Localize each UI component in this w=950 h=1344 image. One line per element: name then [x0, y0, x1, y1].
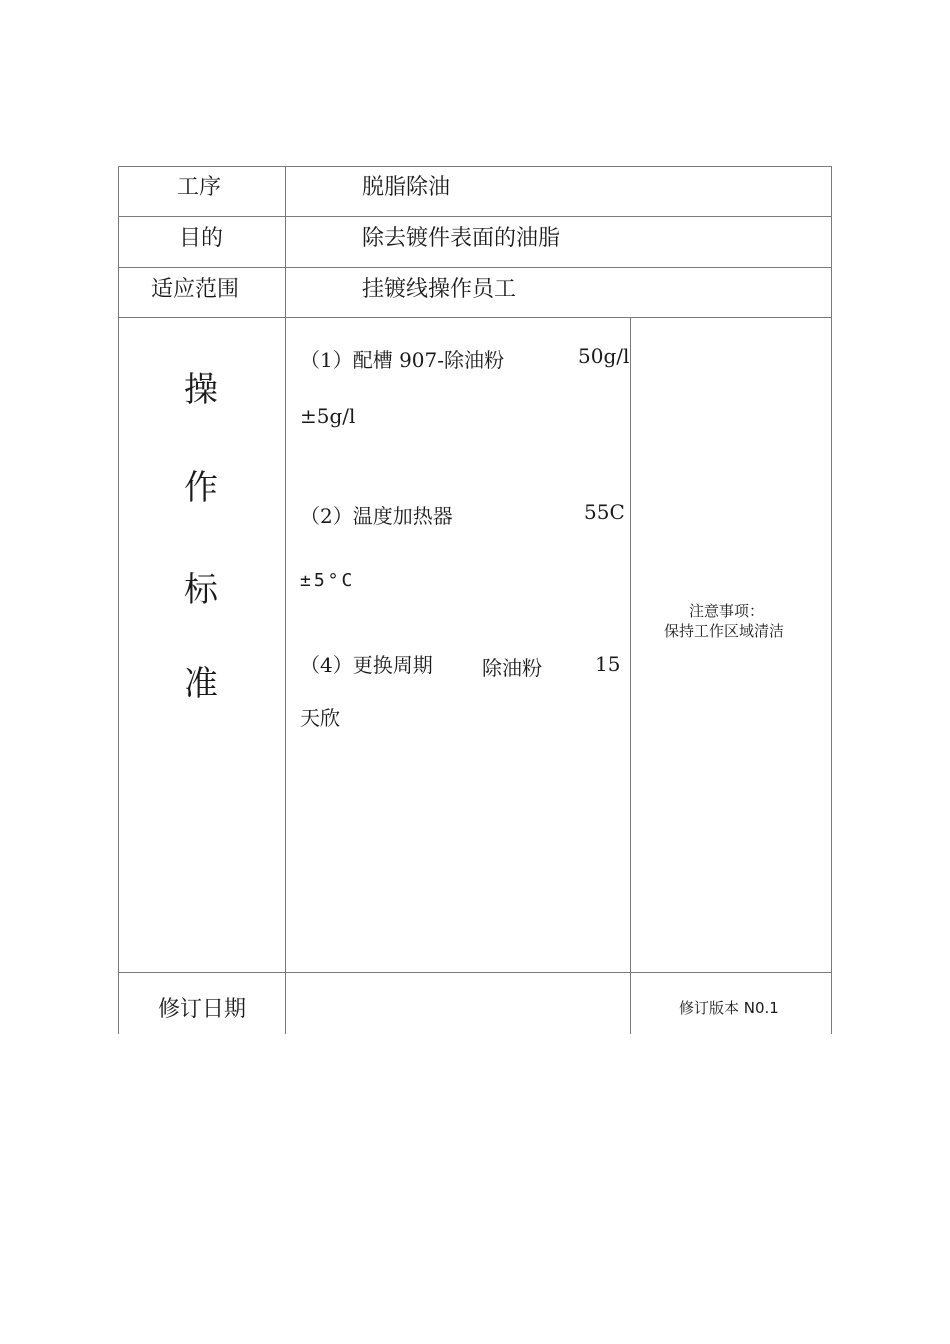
standard-char-4: 准 [184, 664, 218, 704]
row-divider-3 [118, 317, 832, 318]
revision-version: 修订版本 N0.1 [679, 999, 779, 1017]
scope-label: 适应范围 [151, 277, 240, 302]
process-label: 工序 [177, 175, 222, 200]
table-border-top [118, 166, 832, 167]
scope-value: 挂镀线操作员工 [362, 277, 517, 302]
item-4-continuation: 天欣 [300, 706, 340, 730]
column-divider-notes [630, 317, 631, 1034]
revision-date-label: 修订日期 [158, 997, 247, 1022]
item-2-tolerance: ±5°C [300, 570, 356, 591]
table-border-right [831, 166, 832, 1034]
table-border-left [118, 166, 119, 1034]
standard-char-3: 标 [184, 570, 218, 610]
row-divider-2 [118, 267, 832, 268]
row-divider-4 [118, 972, 832, 973]
standard-char-1: 操 [184, 370, 218, 410]
standard-char-2: 作 [184, 468, 218, 508]
item-2-text: （2）温度加热器 [300, 504, 453, 528]
notes-title: 注意事项： [689, 602, 765, 620]
notes-body: 保持工作区域清洁 [664, 622, 785, 640]
item-1-text: （1）配槽 907-除油粉 [300, 348, 505, 372]
column-divider-label [285, 166, 286, 1034]
item-1-amount: 50g/l [578, 344, 630, 368]
item-2-amount: 55C [584, 500, 625, 524]
purpose-value: 除去镀件表面的油脂 [362, 226, 561, 251]
process-value: 脱脂除油 [362, 175, 451, 200]
item-1-tolerance: ±5g/l [300, 404, 356, 428]
item-4-text: （4）更换周期 [300, 653, 433, 677]
item-4-amount: 15 [595, 652, 621, 676]
item-4-middle: 除油粉 [482, 656, 542, 680]
purpose-label: 目的 [179, 226, 224, 251]
row-divider-1 [118, 216, 832, 217]
